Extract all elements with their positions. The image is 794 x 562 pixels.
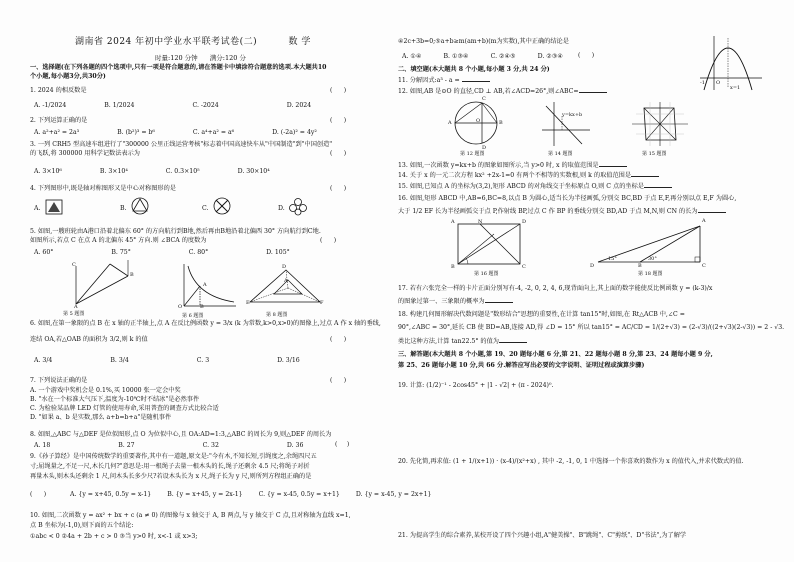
q7-option-a: A. 一个游戏中奖机会是 0.1%,买 10000 张一定会中奖: [30, 387, 181, 394]
q8-stem: 8. 如图,△ABC 与△DEF 是位似图形,点 O 为位似中心,且 OA:AD=1:3,△ABC 的周长为 9,则△DEF 的周长为: [30, 431, 332, 438]
q2-option-c: C. a⁴+a² = a⁶: [192, 129, 235, 136]
fig18-label-c: C: [702, 263, 706, 269]
q3-options: [34, 168, 306, 176]
fig14-label-line: y=kx+b: [562, 112, 583, 118]
q9-stem-line2: 寸;屈绳量之,不足一尺,木长几何?"意思是:用一根绳子去量一根木头的长,绳子还剩余 4.5 尺;将绳子对折: [30, 463, 310, 470]
title-text: 湖南省 2024 年初中学业水平联考试卷(二): [75, 37, 258, 47]
fig5-caption: 第 5 题图: [63, 311, 85, 317]
q10-option-c: C. ②④⑤: [490, 53, 516, 60]
q10-stem: 10. 如图,二次函数 y = ax² + bx + c (a ≠ 0) 的图像与 x 轴交于 A, B 两点,与 y 轴交于 C 点,且对称轴为直线 x=1,: [30, 512, 351, 519]
q6-option-c: C. 3: [196, 357, 210, 364]
q18-stem-line2: 90°,∠ABC = 30°,延长 CB 使 BD=AB,连接 AD,得 ∠D = 15° 所以 tan15° = AC/CD = 1/(2+√3) = (2-√3)/((2+√3)(2-√3)) = 2 - √3.: [398, 324, 785, 331]
q1-option-c: C. -2024: [192, 102, 219, 109]
q10-options: [402, 53, 599, 61]
figure-14: [540, 100, 592, 148]
q1-option-a: A. -1/2024: [34, 102, 67, 109]
q6-option-d: D. 3/16: [277, 357, 300, 364]
q5-option-c: C. 80°: [188, 249, 209, 256]
fig16-label-c: C: [522, 264, 526, 270]
fig10-label-o: O: [716, 80, 721, 86]
q16-line2: [398, 208, 726, 216]
q7-answer-paren: ( ): [330, 377, 347, 384]
fig12-label-a: A: [448, 120, 452, 126]
fig8-label-d: D: [282, 264, 287, 270]
q9-option-d: D. {y = x-45, y = 2x+1}: [355, 491, 432, 498]
subject-text: 数 学: [288, 37, 311, 47]
figure-5: [70, 258, 150, 308]
score-info: 满分:120 分: [209, 54, 246, 62]
fig6-label-a: A: [203, 282, 207, 288]
q8-option-a: A. 18: [34, 442, 51, 449]
fig6-label-o: O: [178, 304, 183, 310]
q18-stem-line3: 类比这种方法,计算 tan22.5° 的值为: [398, 338, 499, 345]
q8-option-d: D. 36: [286, 442, 304, 449]
q16-stem-line2: 大于 1/2 EF 长为半径画弧交于点 P,作射线 BP,过点 C 作 BP 的垂线分别交 BD,AD 于点 M,N,则 CN 的长为: [398, 208, 698, 215]
fig18-label-a: A: [702, 218, 706, 224]
q4-option-a: A.: [34, 205, 41, 212]
fig10-label-minus1: -1: [700, 80, 705, 86]
section3-title: 三、解答题(本大题共 8 个小题,第 19、20 题每小题 6 分,第 21、22 题每小题 8 分,第 23、24 题每小题 9 分,: [398, 351, 713, 358]
q12-stem: 12. 如图,AB 是⊙O 的直径,CD ⊥ AB,若∠ACD=26°,则∠ABC=: [398, 88, 579, 95]
figure-15: [630, 100, 690, 148]
section3-title-line2: 第 25、26 题每小题 10 分,共 66 分.解答应写出必要的文字说明、证明过程或演算步骤): [398, 362, 645, 369]
fig12-label-o: O: [476, 118, 481, 124]
fig8-label-e: E: [246, 300, 250, 306]
q2-option-d: D. (-2a)² = 4y²: [272, 129, 317, 136]
q1-options: [34, 102, 347, 110]
q6-answer-paren: ( ): [330, 336, 347, 343]
q17-line2: [398, 298, 513, 306]
q3-option-c: C. 0.3×10⁵: [165, 168, 200, 175]
fig12-label-c: C: [482, 96, 486, 102]
q4-option-b: B.: [120, 205, 127, 212]
q10-stem-line3: ①abc < 0 ②4a + 2b + c > 0 ③当 y>0 时, x<-1 或 x>3;: [30, 533, 198, 540]
q18-line3: [398, 338, 527, 346]
q13-blank: [599, 166, 627, 167]
q7-option-d: D. "如果 a、b 是实数,那么 a+b=b+a"是随机事件: [30, 414, 172, 421]
q3-option-b: B. 3×10⁴: [99, 168, 128, 175]
q10-option-d: D. ②③④: [537, 53, 563, 60]
q11-stem: 11. 分解因式:a³ - a =: [398, 77, 462, 84]
section1-title-line2: 个小题,每小题3分,共30分): [30, 73, 106, 80]
q9-option-c: C. {y = x-45, 0.5y = x+1}: [258, 491, 340, 498]
q8-options: [34, 442, 339, 450]
time-score-line: [155, 54, 246, 62]
fig6-caption: 第 6 题图: [182, 313, 204, 319]
fig18-label-b: B: [638, 263, 642, 269]
fig6-label-b: B: [200, 304, 204, 310]
q19-stem: 19. 计算: (1/2)⁻¹ - 2cos45° + |1 - √2| + (π - 2024)⁰.: [398, 382, 554, 389]
q16-stem: 16. 如图,矩形 ABCD 中,AB=6,BC=8,以点 B 为圆心,适当长为半径画弧,分别交 BC,BD 于点 E,F,再分别以点 E,F 为圆心,: [398, 195, 737, 202]
q13-stem: 13. 如图,一次函数 y=kx+b 的图象如图所示,当 y>0 时, x 的取值范围是: [398, 162, 599, 169]
q14-line: [398, 172, 659, 180]
q3-stem-line2: 的飞跃,将 300000 用科学记数法表示为: [30, 150, 140, 157]
fig16-label-a: A: [451, 219, 455, 225]
q3-option-a: A. 3×10⁶: [34, 168, 62, 175]
fig10-label-axis: x=1: [730, 85, 741, 91]
q10-stem-line2: 点 B 坐标为(-1,0),则下面的五个结论:: [30, 522, 134, 529]
q14-blank: [631, 176, 659, 177]
q20-stem: 20. 先化简,再求值: (1 + 1/(x+1)) · (x-4)/(x²+x) , 其中 -2, -1, 0, 1 中选择一个你喜欢的数作为 x 的值代入,并求代数式的值.: [398, 458, 744, 465]
q4-shape-d: [288, 196, 308, 216]
q4-shape-b: [130, 196, 150, 216]
fig12-caption: 第 12 题图: [460, 151, 485, 157]
fig5-label-a: A: [74, 304, 78, 310]
q6-stem: 6. 如图,在第一象限的点 B 在 x 轴的正半轴上,点 A 在反比例函数 y = 3/x (k 为常数,k>0,x>0)的图像上,过点 A 作 x 轴的垂线,: [30, 320, 381, 327]
q2-option-a: A. a²+a² = 2a³: [34, 129, 80, 136]
q10-answer-paren: ( ): [578, 52, 595, 59]
figure-10-parabola: [698, 34, 764, 92]
fig15-caption: 第 15 题图: [642, 151, 667, 157]
q2-option-b: B. (b²)³ = b⁶: [117, 129, 155, 136]
q11-blank: [462, 81, 490, 82]
right-column: [398, 0, 785, 562]
q5-option-b: B. 75°: [111, 249, 131, 256]
q6-stem-line2: 连结 OA,若△OAB 的面积为 3/2,则 k 的值: [30, 336, 148, 343]
q5-stem: 5. 如图,一艘班轮由A港口沿着北偏东 60° 的方向航行到B地,然后再由B地沿着北偏西 30° 方向航行到C地.: [30, 228, 321, 235]
fig16-label-n: N: [478, 219, 483, 225]
fig18-label-30deg: 30°: [648, 256, 657, 262]
q17-stem: 17. 若有六张完全一样的卡片正面分别写有-4, -2, 0, 2, 4, 6,现背面向上,其上面的数字能使反比例函数 y = (k-3)/x: [398, 285, 713, 292]
q9-stem: 9.《孙子算经》是中国传统数学的重要著作,其中有一道题,原文是:"今有木,不知长短,引绳度之,余绳四尺五: [30, 453, 317, 460]
fig8-label-a: A: [284, 278, 288, 284]
q4-stem: 4. 下列图形中,既是轴对称图形又是中心对称图形的是: [30, 185, 176, 192]
q8-option-c: C. 32: [202, 442, 219, 449]
q5-option-a: A. 60°: [34, 249, 54, 256]
q12-line: [398, 88, 607, 96]
fig12-label-d: D: [482, 145, 487, 151]
q4-shape-a: [44, 198, 64, 216]
q18-blank: [499, 342, 527, 343]
exam-title: [75, 37, 311, 48]
q3-stem: 3. 一列 CRH5 型高速车组进行了"300000 公里正线运营考核"标志着中国高速快车从"中国制造"到"中国创造": [30, 141, 333, 148]
q6-option-a: A. 3/4: [34, 357, 53, 364]
section2-title: 二、填空题(本大题共 8 个小题,每小题 3 分,共 24 分): [398, 66, 550, 73]
q16-blank: [698, 212, 726, 213]
q18-stem: 18. 构建几何图形解决代数问题是"数形结合"思想的重要性,在计算 tan15°时,如图,在 Rt△ACB 中,∠C =: [398, 311, 685, 318]
q2-answer-paren: ( ): [330, 117, 347, 124]
q5-options: [34, 249, 326, 257]
q11-line: [398, 77, 490, 85]
q21-stem: 21. 为提高学生的综合素养,某校开设了四个兴趣小组,A"健美操"、B"跳绳"、C"剪纸"、D"书法",为了解学: [398, 532, 687, 539]
q15-stem: 15. 如图,已知点 A 的坐标为(3,2),矩形 ABCD 的对角线交于坐标原点 O,则 C 点的坐标是: [398, 183, 644, 190]
q7-option-c: C. 为检验某品牌 LED 灯管的使用寿命,采用普查的调查方式比较合适: [30, 405, 219, 412]
q10-option-a: A. ①④: [402, 53, 422, 60]
section1-title: 一、选择题(在下列各题的四个选项中,只有一项是符合题意的,请在答题卡中填涂符合题意的选项.本大题共10: [30, 64, 327, 71]
fig12-label-b: B: [499, 120, 503, 126]
q1-option-b: B. 1/2024: [104, 102, 135, 109]
q9-option-b: B. {y = x+45, y = 2x-1}: [167, 491, 243, 498]
q14-stem: 14. 关于 x 的一元二次方程 kx² +2x-1=0 有两个不相等的实数根,则 k 的取值范围是: [398, 172, 632, 179]
q2-stem: 2. 下列运算正确的是: [30, 117, 88, 124]
q12-blank: [579, 92, 607, 93]
q3-answer-paren: ( ): [330, 150, 347, 157]
q7-stem: 7. 下列说法正确的是: [30, 377, 88, 384]
q7-option-b: B. "水在一个标准大气压下,温度为-10℃时不结冰"是必然事件: [30, 396, 200, 403]
q4-shape-c: [212, 196, 232, 216]
q6-option-b: B. 3/4: [110, 357, 129, 364]
q3-option-d: D. 30×10⁴: [237, 168, 270, 175]
q1-stem: 1. 2024 的相反数是: [30, 87, 87, 94]
fig18-label-d: D: [590, 263, 595, 269]
q1-answer-paren: ( ): [330, 87, 347, 94]
fig5-label-b: B: [130, 272, 134, 278]
fig18-label-15deg: 15°: [608, 256, 617, 262]
q10-stem-line4: ④2c+3b=0;⑤a+b≥m(am+b)(m为实数),其中正确的结论是: [398, 38, 569, 45]
figure-6: [178, 262, 238, 312]
fig8-caption: 第 8 题图: [266, 312, 288, 318]
q6-options: [34, 357, 336, 365]
figure-16: [454, 219, 527, 268]
q8-option-b: B. 27: [118, 442, 135, 449]
q17-stem-line2: 的图象过第一、三象限的概率为: [398, 298, 485, 305]
q13-line: [398, 162, 627, 170]
q9-answer-paren: ( ): [30, 491, 47, 498]
fig16-label-b: B: [451, 264, 455, 270]
q17-blank: [485, 302, 513, 303]
q2-options: [34, 129, 353, 137]
q9-stem-line3: 再量木头,则木头还剩余 1 尺,问木头长多少尺?若设木头长为 x 尺,绳子长为 y 尺,则所列方程组正确的是: [30, 473, 312, 480]
q4-option-d: D.: [278, 205, 285, 212]
fig18-caption: 第 18 题图: [638, 271, 663, 277]
q5-option-d: D. 105°: [266, 249, 290, 256]
time-info: 时量:120 分钟: [155, 54, 198, 62]
q4-answer-paren: ( ): [330, 185, 347, 192]
fig8-label-f: F: [320, 300, 324, 306]
q5-stem-line2: 如图所示,若点 C 在点 A 的北偏东 45° 方向.则 ∠BCA 的度数为: [30, 237, 207, 244]
fig16-label-d: D: [522, 219, 527, 225]
q15-blank: [644, 187, 672, 188]
q4-option-c: C.: [202, 205, 209, 212]
fig16-caption: 第 16 题图: [474, 271, 499, 277]
fig5-label-c: C: [72, 262, 76, 268]
fig14-caption: 第 14 题图: [548, 151, 573, 157]
q9-option-a: A. {y = x+45, 0.5y = x-1}: [70, 491, 152, 498]
q5-answer-paren: ( ): [320, 237, 337, 244]
q15-line: [398, 183, 672, 191]
q10-option-b: B. ①③④: [443, 53, 469, 60]
q1-option-d: D. 2024: [286, 102, 312, 109]
q8-answer-paren: ( ): [335, 441, 350, 448]
